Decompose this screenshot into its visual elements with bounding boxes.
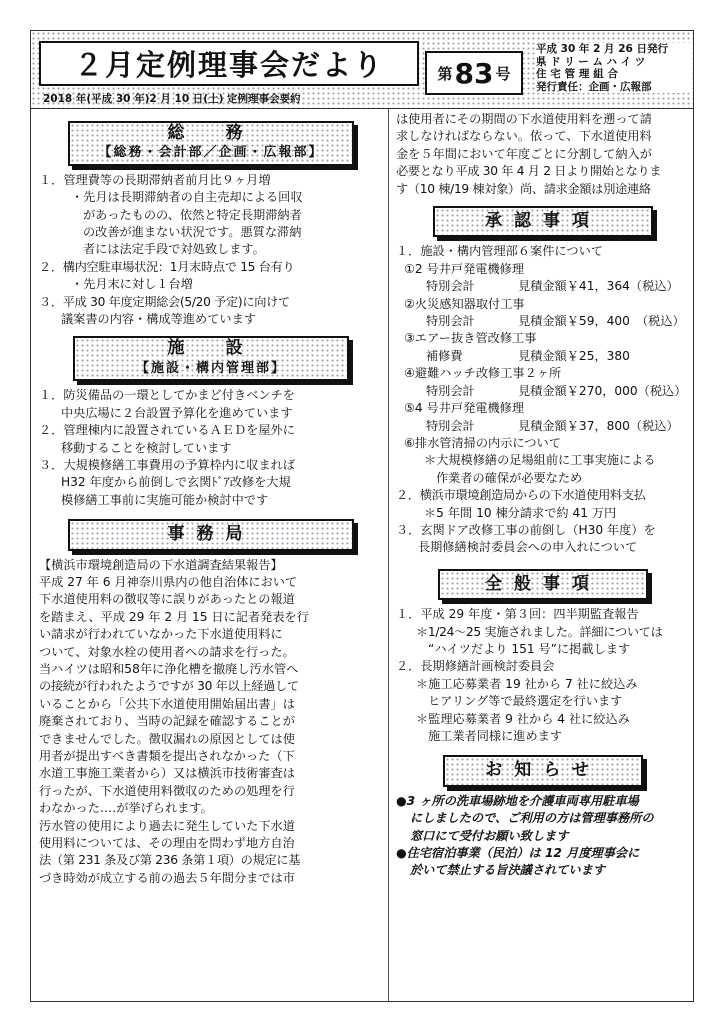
- section-title: 施 設: [167, 338, 255, 359]
- estimate-amount: 見積金額￥25，380: [518, 348, 630, 363]
- list-item: 長期修繕検討委員会への申入れについて: [418, 540, 638, 555]
- issue-prefix: 第: [437, 64, 453, 83]
- paragraph-line: ついて、対象水栓の使用者への請求を行った。: [39, 644, 295, 659]
- approval-item-label: ①2 号井戸発電機修理: [404, 261, 525, 276]
- newsletter-page: [30, 30, 694, 1002]
- list-item: 中央広場に２台設置予算化を進めています: [61, 405, 293, 420]
- list-note: ＊1/24～25 実施されました。詳細については: [416, 624, 663, 639]
- paragraph-line: 必要となり平成 30 年 4 月 2 日より開始となりま: [396, 164, 662, 179]
- approval-item-row: [396, 313, 690, 330]
- list-note: ヒアリング等で最終選定を行います: [428, 694, 623, 709]
- estimate-amount: 見積金額￥37，800（税込）: [518, 418, 679, 433]
- approval-item-label: ⑤4 号井戸発電機修理: [404, 401, 525, 416]
- publisher-responsible: 発行責任：企画・広報部: [536, 80, 652, 93]
- estimate-amount: 見積金額￥270，000（税込）: [518, 383, 687, 398]
- list-item: １．平成 29 年度・第３回：四半期監査報告: [396, 607, 639, 622]
- newsletter-title: ２月定例理事会だより: [73, 48, 384, 82]
- budget-type: 補修費: [426, 348, 463, 363]
- paragraph-line: 水道工事施工業者から）又は横浜市技術審査は: [39, 766, 295, 781]
- budget-type: 特別会計: [426, 383, 475, 398]
- list-item: ・先月末に対し１台増: [71, 277, 193, 292]
- list-note: ＊大規模修繕の足場組前に工事実施による: [424, 453, 656, 468]
- column-divider: [388, 109, 389, 1001]
- approval-item-label: ⑥排水管清掃の内示について: [404, 435, 561, 450]
- approval-item-row: [396, 383, 690, 400]
- section-oshirase-header: [443, 755, 643, 786]
- approval-item-row: [396, 418, 690, 435]
- list-item: ・先月は長期滞納者の自主売却による回収: [71, 190, 303, 205]
- masthead: [31, 31, 693, 109]
- paragraph-line: の接続が行われたようですが 30 年以上経過して: [39, 679, 299, 694]
- paragraph-line: 汚水管の使用により過去に発生していた下水道: [39, 818, 295, 833]
- list-item: ３．玄関ドア改修工事の前倒し（H30 年度）を: [396, 522, 656, 537]
- section-title: 総 務: [167, 123, 255, 143]
- paragraph-line: を踏まえ、平成 29 年 2 月 15 日に記者発表を行: [39, 609, 309, 624]
- section-title: 全般事項: [485, 573, 601, 594]
- budget-type: 特別会計: [426, 418, 475, 433]
- list-item: H32 年度から前倒しで玄関ﾄﾞｱ改修を大規: [61, 475, 291, 490]
- section-subtitle: 【総務・会計部／企画・広報部】: [98, 145, 324, 161]
- paragraph-line: 下水道使用料の徴収等に誤りがあったとの報道: [39, 592, 295, 607]
- publisher-info: [536, 43, 690, 93]
- title-box: [39, 41, 419, 86]
- notice-line: にしましたので、ご利用の方は管理事務所の: [410, 811, 654, 826]
- list-item: があったものの、依然と特定長期滞納者: [83, 207, 302, 222]
- approval-item-row: [396, 278, 690, 295]
- list-note: ＊5 年間 10 棟分請求で約 41 万円: [424, 505, 617, 520]
- left-column: [39, 117, 383, 887]
- list-item: ２．横浜市環境創造局からの下水道使用料支払: [396, 488, 646, 503]
- section-zenpan-header: [438, 569, 648, 600]
- approval-item-row: [396, 348, 690, 365]
- section-title: お知らせ: [485, 760, 601, 781]
- section-subtitle: 【施設・構内管理部】: [135, 360, 286, 376]
- publish-date: 平成 30 年 2 月 26 日発行: [536, 43, 668, 55]
- zenpan-content: [396, 606, 690, 745]
- approval-item-label: ③エアー抜き管改修工事: [404, 331, 537, 346]
- list-note: 施工業者同様に進めます: [428, 729, 563, 743]
- paragraph-line: い請求が行われていなかった下水道使用料に: [39, 627, 283, 642]
- paragraph-line: す（10 棟/19 棟対象）尚、請求金額は別途連絡: [396, 181, 651, 196]
- budget-type: 特別会計: [426, 314, 475, 329]
- paragraph-line: わなかった‥‥が挙げられます。: [39, 801, 213, 816]
- shisetsu-content: [39, 387, 383, 509]
- notice-line: 於いて禁止する旨決議されています: [410, 863, 605, 878]
- publisher-org: 住宅管理組合: [536, 68, 622, 80]
- oshirase-content: [396, 793, 690, 880]
- paragraph-line: 用者が提出すべき書類を提出されなかった（下: [39, 749, 295, 763]
- list-note: ＊監理応募業者 9 社から 4 社に絞込み: [416, 711, 630, 726]
- jimukyoku-content: [39, 557, 383, 888]
- list-note: ＊施工応募業者 19 社から 7 社に絞込み: [416, 676, 638, 691]
- paragraph-line: 法（第 231 条及び第 236 条第１項）の規定に基: [39, 853, 301, 868]
- approval-item-label: ④避難ハッチ改修工事２ヶ所: [404, 366, 562, 381]
- issue-suffix: 号: [495, 64, 511, 83]
- paragraph-line: いることから「公共下水道使用開始届出書」は: [39, 696, 295, 711]
- paragraph-line: 行ったが、下水道使用料徴収のための処理を行: [39, 783, 295, 798]
- paragraph-line: 廃棄されており、当時の記録を確認することが: [39, 714, 295, 729]
- approval-item-label: ②火災感知器取付工事: [404, 296, 525, 311]
- issue-number-box: [425, 51, 523, 95]
- list-item: ２．構内空駐車場状況：1月末時点で 15 台有り: [39, 259, 295, 274]
- shounin-content: [396, 243, 690, 556]
- paragraph-line: できませんでした。徴収漏れの原因としては使: [39, 731, 295, 746]
- list-item: 議案書の内容・構成等進めています: [61, 312, 256, 327]
- estimate-amount: 見積金額￥59，400 （税込）: [518, 314, 685, 329]
- list-note: 作業者の確保が必要なため: [436, 470, 583, 485]
- section-soumu-header: [68, 121, 354, 166]
- section-title: 事務局: [167, 524, 255, 545]
- notice-line: ●住宅宿泊事業（民泊）は 12 月度理事会に: [396, 846, 640, 861]
- list-item: １．施設・構内管理部６案件について: [396, 244, 603, 259]
- soumu-content: [39, 172, 383, 329]
- publisher-name: 県ドリームハイツ: [536, 55, 649, 68]
- list-item: 者には法定手段で対処致します。: [83, 242, 265, 257]
- paragraph-line: 求しなければならない。依って、下水道使用料: [396, 129, 652, 144]
- paragraph-line: 金を５年間において年度ごとに分割して納入が: [396, 146, 652, 161]
- section-jimukyoku-header: [68, 519, 354, 550]
- jimukyoku-continued: [396, 111, 690, 198]
- meeting-date: 2018 年(平成 30 年)2 月 10 日(土) 定例理事会要約: [43, 93, 301, 105]
- list-item: ３．大規模修繕工事費用の予算枠内に収まれば: [39, 457, 295, 472]
- paragraph-line: 【横浜市環境創造局の下水道調査結果報告】: [39, 557, 283, 572]
- estimate-amount: 見積金額￥41，364（税込）: [518, 279, 679, 294]
- list-item: ２．長期修繕計画検討委員会: [396, 659, 555, 674]
- notice-line: ●3 ヶ所の洗車場跡地を介護車両専用駐車場: [396, 793, 639, 808]
- notice-line: 窓口にて受付お願い致します: [410, 828, 569, 843]
- list-item: ３．平成 30 年度定期総会(5/20 予定)に向けて: [39, 294, 290, 309]
- paragraph-line: づき時効が成立する前の過去５年間分までは市: [39, 870, 295, 885]
- list-item: １．防災備品の一環としてかまど付きベンチを: [39, 388, 295, 403]
- section-shounin-header: [433, 206, 653, 237]
- paragraph-line: 使用料については、その理由を問わず地方自治: [39, 836, 295, 851]
- list-item: の改善が進まない状況です。悪質な滞納: [83, 225, 302, 240]
- budget-type: 特別会計: [426, 279, 475, 294]
- issue-number: 83: [454, 56, 494, 90]
- paragraph-line: 平成 27 年 6 月神奈川県内の他自治体において: [39, 574, 298, 589]
- list-item: 模修繕工事前に実施可能か検討中です: [61, 492, 269, 507]
- paragraph-line: 当ハイツは昭和58年に浄化槽を撤廃し汚水管へ: [39, 661, 299, 676]
- list-note: “ハイツだより 151 号”に掲載します: [428, 641, 631, 656]
- right-column: [396, 111, 690, 880]
- list-item: ２．管理棟内に設置されているＡＥＤを屋外に: [39, 423, 295, 438]
- paragraph-line: は使用者にその期間の下水道使用料を遡って請: [396, 112, 652, 126]
- section-title: 承認事項: [485, 211, 601, 232]
- list-item: １．管理費等の長期滞納者前月比９ヶ月増: [39, 172, 271, 187]
- list-item: 移動することを検討しています: [61, 440, 232, 455]
- section-shisetsu-header: [73, 336, 349, 381]
